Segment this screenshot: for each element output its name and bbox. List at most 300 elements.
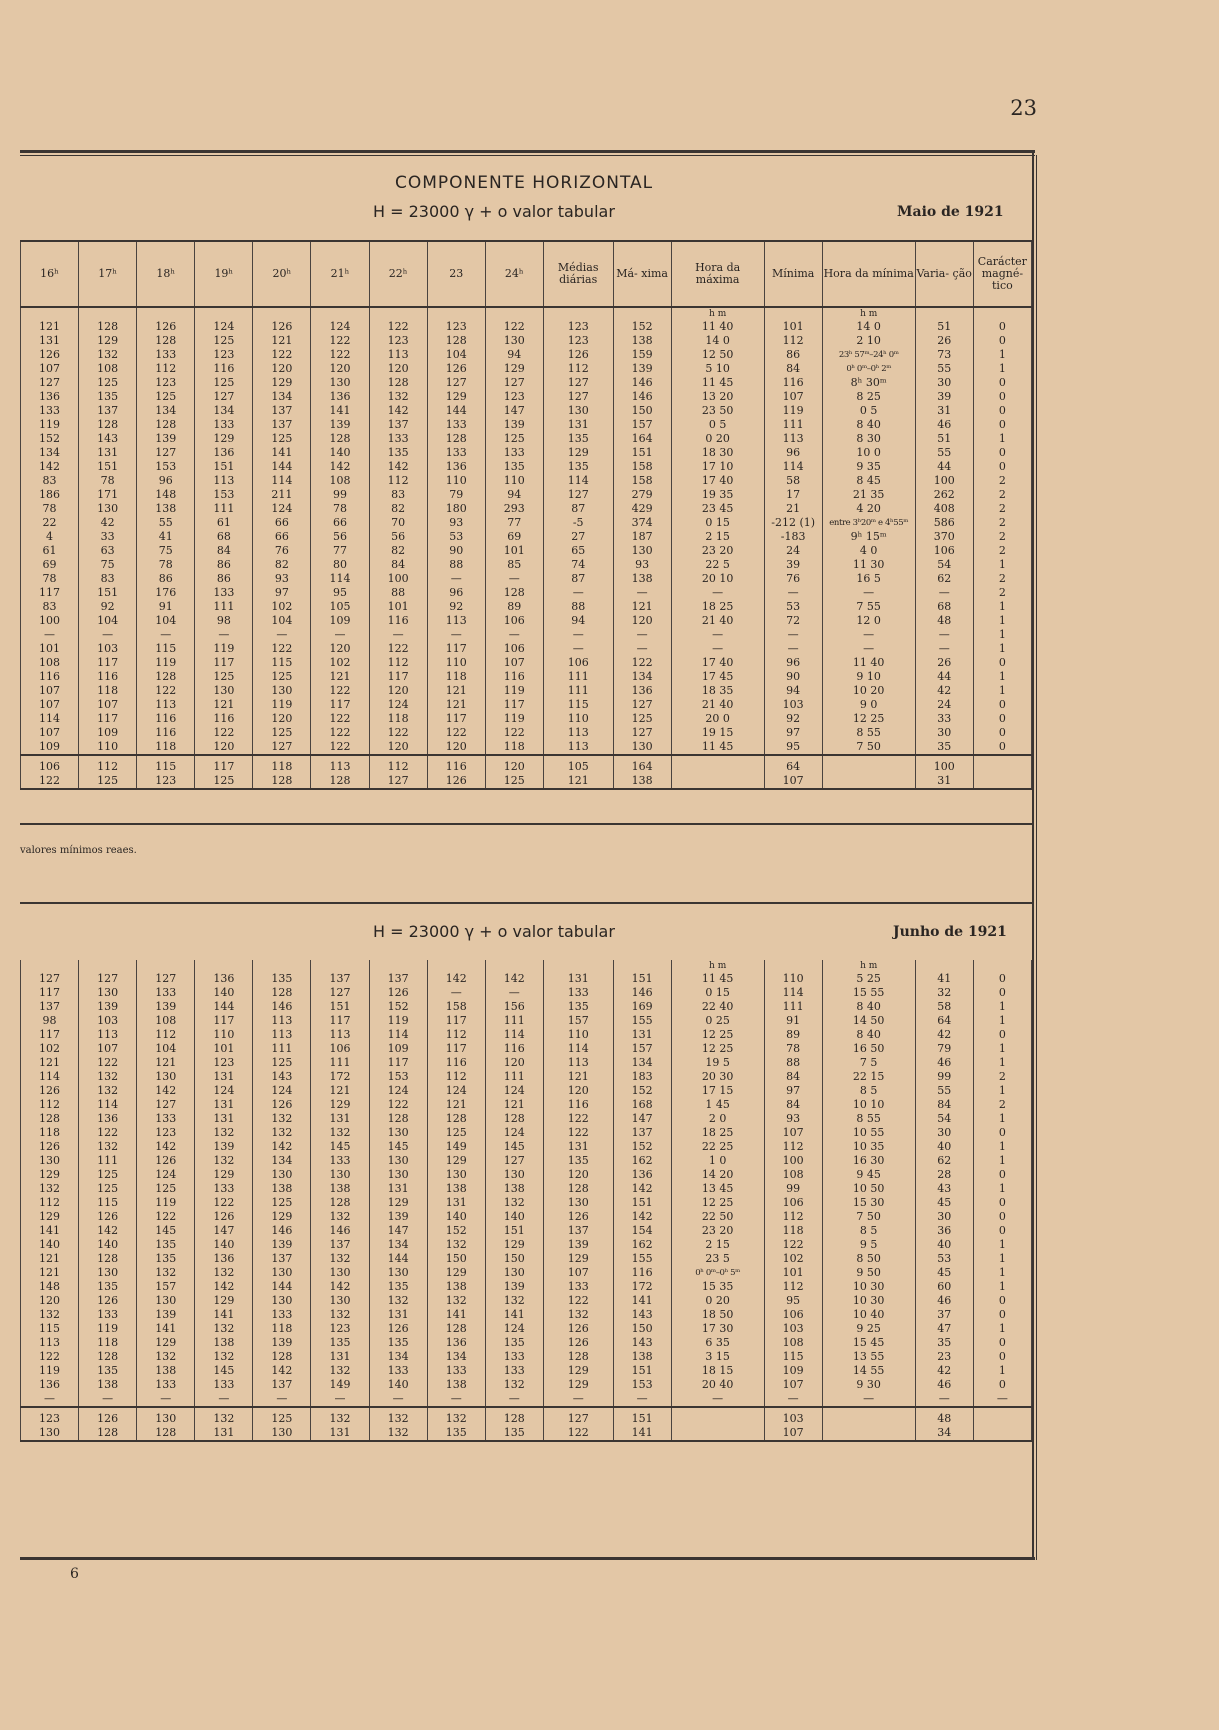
table-cell: 139 bbox=[137, 1000, 195, 1014]
table-cell: 145 bbox=[137, 1224, 195, 1238]
table-cell: 132 bbox=[311, 1364, 369, 1378]
table-cell: 1 bbox=[973, 1238, 1031, 1252]
table-cell: 30 bbox=[915, 376, 973, 390]
table-cell: 135 bbox=[311, 1336, 369, 1350]
table-cell: 133 bbox=[311, 1154, 369, 1168]
table-cell: 83 bbox=[21, 474, 79, 488]
table-cell: 130 bbox=[253, 1426, 311, 1441]
table-cell: 94 bbox=[485, 348, 543, 362]
table-cell: 89 bbox=[764, 1028, 822, 1042]
table-cell: 73 bbox=[915, 348, 973, 362]
table-cell: 131 bbox=[195, 1070, 253, 1084]
table-row bbox=[21, 1252, 1032, 1266]
table-cell: 12 0 bbox=[822, 614, 915, 628]
table-cell: 139 bbox=[311, 418, 369, 432]
table-cell: 151 bbox=[613, 1407, 671, 1426]
table-cell: 110 bbox=[543, 712, 613, 726]
table-cell: 82 bbox=[369, 502, 427, 516]
table-cell: 83 bbox=[21, 600, 79, 614]
table-cell: 130 bbox=[311, 1294, 369, 1308]
table-cell: 30 bbox=[915, 1126, 973, 1140]
table-cell: 68 bbox=[195, 530, 253, 544]
table-cell: — bbox=[137, 628, 195, 642]
table-cell: 117 bbox=[21, 586, 79, 600]
table-cell: 14 50 bbox=[822, 1014, 915, 1028]
table-cell: 0 bbox=[973, 1168, 1031, 1182]
table-cell: 150 bbox=[485, 1252, 543, 1266]
frame-bottom-rule bbox=[20, 1557, 1035, 1560]
table-cell: 8 40 bbox=[822, 1028, 915, 1042]
table-cell: 126 bbox=[369, 986, 427, 1000]
table-cell: 130 bbox=[613, 544, 671, 558]
table-cell: 186 bbox=[21, 488, 79, 502]
table-cell: 128 bbox=[369, 1112, 427, 1126]
table-cell: 0 bbox=[973, 1336, 1031, 1350]
table-cell: 132 bbox=[311, 1308, 369, 1322]
table-cell: 24 bbox=[915, 698, 973, 712]
table-cell: 130 bbox=[485, 334, 543, 348]
table-cell: 42 bbox=[915, 684, 973, 698]
table-cell: 169 bbox=[613, 1000, 671, 1014]
table-cell: 126 bbox=[543, 1322, 613, 1336]
table-cell: 128 bbox=[427, 334, 485, 348]
table-cell: 132 bbox=[21, 1182, 79, 1196]
table-cell: 119 bbox=[253, 698, 311, 712]
table-cell: 84 bbox=[369, 558, 427, 572]
table-cell: 121 bbox=[543, 1070, 613, 1084]
table-cell: 18 30 bbox=[671, 446, 764, 460]
column-header: 16ʰ bbox=[21, 241, 79, 307]
table-cell: 150 bbox=[427, 1252, 485, 1266]
table-cell: 125 bbox=[253, 726, 311, 740]
table-cell: 137 bbox=[253, 418, 311, 432]
table-cell: — bbox=[613, 628, 671, 642]
table-cell: 140 bbox=[79, 1238, 137, 1252]
table-cell: 106 bbox=[21, 755, 79, 774]
table-cell: 149 bbox=[427, 1140, 485, 1154]
table-cell: 93 bbox=[613, 558, 671, 572]
table-cell bbox=[973, 1407, 1031, 1426]
table-cell: 128 bbox=[485, 1407, 543, 1426]
table-row bbox=[21, 755, 1032, 774]
table-cell: 95 bbox=[764, 1294, 822, 1308]
table-cell: 122 bbox=[311, 348, 369, 362]
table-cell: 143 bbox=[79, 432, 137, 446]
table-cell: 17 10 bbox=[671, 460, 764, 474]
table-cell: 111 bbox=[485, 1014, 543, 1028]
table-cell: 12 25 bbox=[822, 712, 915, 726]
table-cell: 40 bbox=[915, 1140, 973, 1154]
table-cell: 122 bbox=[311, 712, 369, 726]
table-cell: 83 bbox=[79, 572, 137, 586]
table-cell: 144 bbox=[253, 1280, 311, 1294]
table-cell: 119 bbox=[764, 404, 822, 418]
table-cell: 141 bbox=[195, 1308, 253, 1322]
table-cell: 0 bbox=[973, 334, 1031, 348]
table-cell: 58 bbox=[764, 474, 822, 488]
table-cell: 119 bbox=[137, 656, 195, 670]
table-cell: 118 bbox=[253, 1322, 311, 1336]
table-cell: 129 bbox=[195, 1294, 253, 1308]
table-cell: 151 bbox=[79, 460, 137, 474]
table-cell: 100 bbox=[764, 1154, 822, 1168]
table-cell bbox=[543, 960, 613, 972]
table-cell: 37 bbox=[915, 1308, 973, 1322]
table-cell: 125 bbox=[79, 1182, 137, 1196]
table-cell: 2 bbox=[973, 1098, 1031, 1112]
table-cell: 120 bbox=[253, 362, 311, 376]
table-cell: 102 bbox=[253, 600, 311, 614]
table-cell: — bbox=[21, 1392, 79, 1407]
table-cell: 100 bbox=[369, 572, 427, 586]
table-cell: 117 bbox=[195, 656, 253, 670]
table-cell: 125 bbox=[253, 670, 311, 684]
table-cell: 123 bbox=[311, 1322, 369, 1336]
table-cell: 112 bbox=[137, 1028, 195, 1042]
table-row bbox=[21, 1280, 1032, 1294]
column-header: 20ʰ bbox=[253, 241, 311, 307]
table-cell: 116 bbox=[195, 362, 253, 376]
table-cell: 108 bbox=[311, 474, 369, 488]
table-cell: 120 bbox=[21, 1294, 79, 1308]
table-cell: 18 25 bbox=[671, 1126, 764, 1140]
table-cell: 133 bbox=[195, 418, 253, 432]
table-cell: 0 bbox=[973, 376, 1031, 390]
table-cell: 137 bbox=[79, 404, 137, 418]
table-cell: 125 bbox=[195, 670, 253, 684]
table-cell: — bbox=[915, 628, 973, 642]
table-cell: 21 bbox=[764, 502, 822, 516]
table-cell: 66 bbox=[253, 516, 311, 530]
table-cell: 127 bbox=[21, 972, 79, 986]
table-cell: 145 bbox=[311, 1140, 369, 1154]
table-cell: 116 bbox=[613, 1266, 671, 1280]
table-cell: 138 bbox=[427, 1280, 485, 1294]
table-cell: 107 bbox=[543, 1266, 613, 1280]
table-cell: 0 bbox=[973, 320, 1031, 334]
table-row bbox=[21, 307, 1032, 320]
table-cell: — bbox=[253, 628, 311, 642]
table-cell: 121 bbox=[21, 1266, 79, 1280]
table-cell: 117 bbox=[195, 755, 253, 774]
table-cell: 119 bbox=[195, 642, 253, 656]
table-cell: 74 bbox=[543, 558, 613, 572]
table-row bbox=[21, 670, 1032, 684]
table-cell: 77 bbox=[311, 544, 369, 558]
table-cell: 128 bbox=[79, 320, 137, 334]
table-cell: -212 (1) bbox=[764, 516, 822, 530]
table-cell: 142 bbox=[253, 1364, 311, 1378]
table-cell: 116 bbox=[485, 1042, 543, 1056]
table-cell: 107 bbox=[21, 362, 79, 376]
table-cell: 101 bbox=[764, 320, 822, 334]
table-cell: 135 bbox=[427, 1426, 485, 1441]
table-cell: 1 bbox=[973, 614, 1031, 628]
table-cell: — bbox=[543, 1392, 613, 1407]
table-cell: 119 bbox=[369, 1014, 427, 1028]
table-cell: 131 bbox=[543, 418, 613, 432]
table-cell: 104 bbox=[79, 614, 137, 628]
table-cell: 126 bbox=[195, 1210, 253, 1224]
table-row bbox=[21, 460, 1032, 474]
table-cell: 55 bbox=[915, 1084, 973, 1098]
table-cell: 137 bbox=[253, 1378, 311, 1392]
table-cell: 1 bbox=[973, 1140, 1031, 1154]
table-cell: 90 bbox=[427, 544, 485, 558]
table-cell: 54 bbox=[915, 558, 973, 572]
table-cell: 130 bbox=[369, 1126, 427, 1140]
table-cell: 146 bbox=[613, 376, 671, 390]
table-row bbox=[21, 774, 1032, 789]
table-cell: 110 bbox=[79, 740, 137, 755]
table-cell: 128 bbox=[137, 1426, 195, 1441]
table-cell: — bbox=[764, 628, 822, 642]
table-cell: 114 bbox=[79, 1098, 137, 1112]
table-cell: 168 bbox=[613, 1098, 671, 1112]
table-cell: 110 bbox=[427, 656, 485, 670]
table-cell: 1 bbox=[973, 432, 1031, 446]
table-cell: 113 bbox=[311, 755, 369, 774]
table-cell: 64 bbox=[764, 755, 822, 774]
table-cell: 129 bbox=[253, 376, 311, 390]
table-cell: 123 bbox=[195, 1056, 253, 1070]
table-cell: 147 bbox=[485, 404, 543, 418]
table-cell: 135 bbox=[369, 1336, 427, 1350]
table-cell bbox=[822, 1426, 915, 1441]
table-cell: 132 bbox=[369, 390, 427, 404]
table-cell: 117 bbox=[369, 1056, 427, 1070]
table-cell: 113 bbox=[137, 698, 195, 712]
table-cell: 116 bbox=[427, 755, 485, 774]
table-row bbox=[21, 334, 1032, 348]
table-cell: 111 bbox=[79, 1154, 137, 1168]
table-cell: 94 bbox=[485, 488, 543, 502]
table-cell: 1 bbox=[973, 684, 1031, 698]
table-cell: 53 bbox=[427, 530, 485, 544]
table-cell: 91 bbox=[764, 1014, 822, 1028]
table-cell: 151 bbox=[79, 586, 137, 600]
table-row bbox=[21, 362, 1032, 376]
table-cell: 140 bbox=[195, 986, 253, 1000]
table-cell: 111 bbox=[543, 670, 613, 684]
table-cell: 114 bbox=[311, 572, 369, 586]
table-cell: 78 bbox=[764, 1042, 822, 1056]
table-cell: 8 45 bbox=[822, 474, 915, 488]
table-row bbox=[21, 1070, 1032, 1084]
table-cell: 113 bbox=[543, 740, 613, 755]
table-cell: 130 bbox=[485, 1266, 543, 1280]
frame-right-rule-thin bbox=[1036, 155, 1037, 1560]
table-cell: 104 bbox=[427, 348, 485, 362]
table-cell bbox=[427, 307, 485, 320]
table-cell: 142 bbox=[613, 1210, 671, 1224]
table-cell: 0 15 bbox=[671, 516, 764, 530]
table-cell: 1 bbox=[973, 1182, 1031, 1196]
column-header: 22ʰ bbox=[369, 241, 427, 307]
table-cell: 10 30 bbox=[822, 1280, 915, 1294]
table-cell: 0 bbox=[973, 1210, 1031, 1224]
table-cell: 121 bbox=[543, 774, 613, 789]
table-cell: 117 bbox=[79, 712, 137, 726]
table-cell: 171 bbox=[79, 488, 137, 502]
table-cell: 157 bbox=[613, 418, 671, 432]
table-cell: 113 bbox=[369, 348, 427, 362]
table-cell: 0 20 bbox=[671, 1294, 764, 1308]
table-cell: 131 bbox=[311, 1426, 369, 1441]
table-row bbox=[21, 516, 1032, 530]
table-cell: 176 bbox=[137, 586, 195, 600]
table-cell bbox=[822, 755, 915, 774]
table-cell bbox=[671, 774, 764, 789]
table-cell: 112 bbox=[427, 1070, 485, 1084]
table-cell: 39 bbox=[915, 390, 973, 404]
table-cell: — bbox=[21, 628, 79, 642]
table-cell: 118 bbox=[253, 755, 311, 774]
table-cell: 51 bbox=[915, 432, 973, 446]
table-cell: — bbox=[973, 1392, 1031, 1407]
table-cell: 130 bbox=[485, 1168, 543, 1182]
table-cell: -183 bbox=[764, 530, 822, 544]
table-row bbox=[21, 1126, 1032, 1140]
table-cell: 131 bbox=[427, 1196, 485, 1210]
table-cell: 8 40 bbox=[822, 1000, 915, 1014]
table-cell: 86 bbox=[764, 348, 822, 362]
table-cell: 112 bbox=[764, 1280, 822, 1294]
table-cell: 128 bbox=[485, 1112, 543, 1126]
table-cell bbox=[195, 960, 253, 972]
table-cell: entre 3ʰ20ᵐ e 4ʰ55ᵐ bbox=[822, 516, 915, 530]
table-cell: 0 bbox=[973, 1350, 1031, 1364]
table-cell: 132 bbox=[369, 1426, 427, 1441]
table-cell: 128 bbox=[79, 418, 137, 432]
table-cell: 93 bbox=[764, 1112, 822, 1126]
table-cell: 142 bbox=[311, 460, 369, 474]
table-cell: 133 bbox=[485, 1350, 543, 1364]
table-cell bbox=[973, 774, 1031, 789]
table-row bbox=[21, 642, 1032, 656]
table-cell: 147 bbox=[369, 1224, 427, 1238]
table-cell: 106 bbox=[764, 1196, 822, 1210]
table-cell: 108 bbox=[764, 1168, 822, 1182]
table-cell: — bbox=[311, 1392, 369, 1407]
table-cell: 11 40 bbox=[822, 656, 915, 670]
table-cell: 46 bbox=[915, 1294, 973, 1308]
table-cell: 138 bbox=[427, 1378, 485, 1392]
table-cell: 122 bbox=[485, 726, 543, 740]
table-cell: 15 45 bbox=[822, 1336, 915, 1350]
table-cell: 94 bbox=[543, 614, 613, 628]
table-cell: 111 bbox=[764, 1000, 822, 1014]
table-cell: 122 bbox=[253, 348, 311, 362]
table-cell: 151 bbox=[613, 446, 671, 460]
table-cell: 78 bbox=[79, 474, 137, 488]
table-cell: 11 45 bbox=[671, 972, 764, 986]
table-cell: 107 bbox=[764, 1126, 822, 1140]
table-cell: 99 bbox=[764, 1182, 822, 1196]
table-cell: — bbox=[485, 628, 543, 642]
table-cell: 135 bbox=[137, 1238, 195, 1252]
table-cell: 1 bbox=[973, 1266, 1031, 1280]
table-cell: 137 bbox=[369, 972, 427, 986]
column-header: Hora da mínima bbox=[822, 241, 915, 307]
table-cell: 129 bbox=[485, 1238, 543, 1252]
table-row bbox=[21, 1238, 1032, 1252]
table-cell: 113 bbox=[253, 1028, 311, 1042]
table-cell: 107 bbox=[79, 1042, 137, 1056]
table-cell: 68 bbox=[915, 600, 973, 614]
table-cell: 293 bbox=[485, 502, 543, 516]
table-cell: 126 bbox=[79, 1294, 137, 1308]
table-cell: 107 bbox=[485, 656, 543, 670]
table-cell: 125 bbox=[137, 390, 195, 404]
table-cell: 109 bbox=[79, 726, 137, 740]
table-cell: 130 bbox=[369, 1154, 427, 1168]
table-row bbox=[21, 586, 1032, 600]
table-cell: 122 bbox=[543, 1126, 613, 1140]
table-row bbox=[21, 1407, 1032, 1426]
table-cell: 99 bbox=[915, 1070, 973, 1084]
table-cell: 132 bbox=[195, 1350, 253, 1364]
table-cell: 172 bbox=[613, 1280, 671, 1294]
table-cell: 2 15 bbox=[671, 530, 764, 544]
table-cell: 47 bbox=[915, 1322, 973, 1336]
table-cell: 118 bbox=[79, 1336, 137, 1350]
table-cell: 115 bbox=[137, 755, 195, 774]
table-cell: 112 bbox=[21, 1098, 79, 1112]
table-cell: — bbox=[369, 1392, 427, 1407]
table-cell: 137 bbox=[369, 418, 427, 432]
table-cell: 123 bbox=[369, 334, 427, 348]
table-cell: 131 bbox=[543, 972, 613, 986]
table-cell: 128 bbox=[79, 1350, 137, 1364]
table-cell: 78 bbox=[21, 572, 79, 586]
table-cell: 1 bbox=[973, 1042, 1031, 1056]
table-cell: 111 bbox=[195, 502, 253, 516]
table-cell: 108 bbox=[21, 656, 79, 670]
table-cell: 10 20 bbox=[822, 684, 915, 698]
table-cell: 51 bbox=[915, 320, 973, 334]
table-row bbox=[21, 1294, 1032, 1308]
table-cell: 120 bbox=[195, 740, 253, 755]
table-cell: 2 0 bbox=[671, 1112, 764, 1126]
table-cell: 2 bbox=[973, 530, 1031, 544]
table-cell: 120 bbox=[369, 362, 427, 376]
table-cell: 34 bbox=[915, 1426, 973, 1441]
table-cell: 107 bbox=[764, 774, 822, 789]
table-cell: 123 bbox=[137, 1126, 195, 1140]
table-cell: 128 bbox=[79, 1252, 137, 1266]
table-cell: 128 bbox=[369, 376, 427, 390]
table-row bbox=[21, 348, 1032, 362]
table-row bbox=[21, 418, 1032, 432]
table-cell: 116 bbox=[195, 712, 253, 726]
table-cell: 16 50 bbox=[822, 1042, 915, 1056]
table-cell: 132 bbox=[485, 1294, 543, 1308]
table-cell: 46 bbox=[915, 1378, 973, 1392]
column-header: Má- xima bbox=[613, 241, 671, 307]
table-cell: 1 bbox=[973, 1056, 1031, 1070]
table-cell: 0 15 bbox=[671, 986, 764, 1000]
table-cell: 113 bbox=[21, 1336, 79, 1350]
table-cell: 138 bbox=[427, 1182, 485, 1196]
table-cell: 126 bbox=[79, 1407, 137, 1426]
table-cell: 133 bbox=[543, 1280, 613, 1294]
table-cell: 124 bbox=[427, 1084, 485, 1098]
table-cell: 122 bbox=[311, 726, 369, 740]
table-cell: 134 bbox=[613, 670, 671, 684]
table-cell: 101 bbox=[369, 600, 427, 614]
table-cell: 137 bbox=[253, 1252, 311, 1266]
